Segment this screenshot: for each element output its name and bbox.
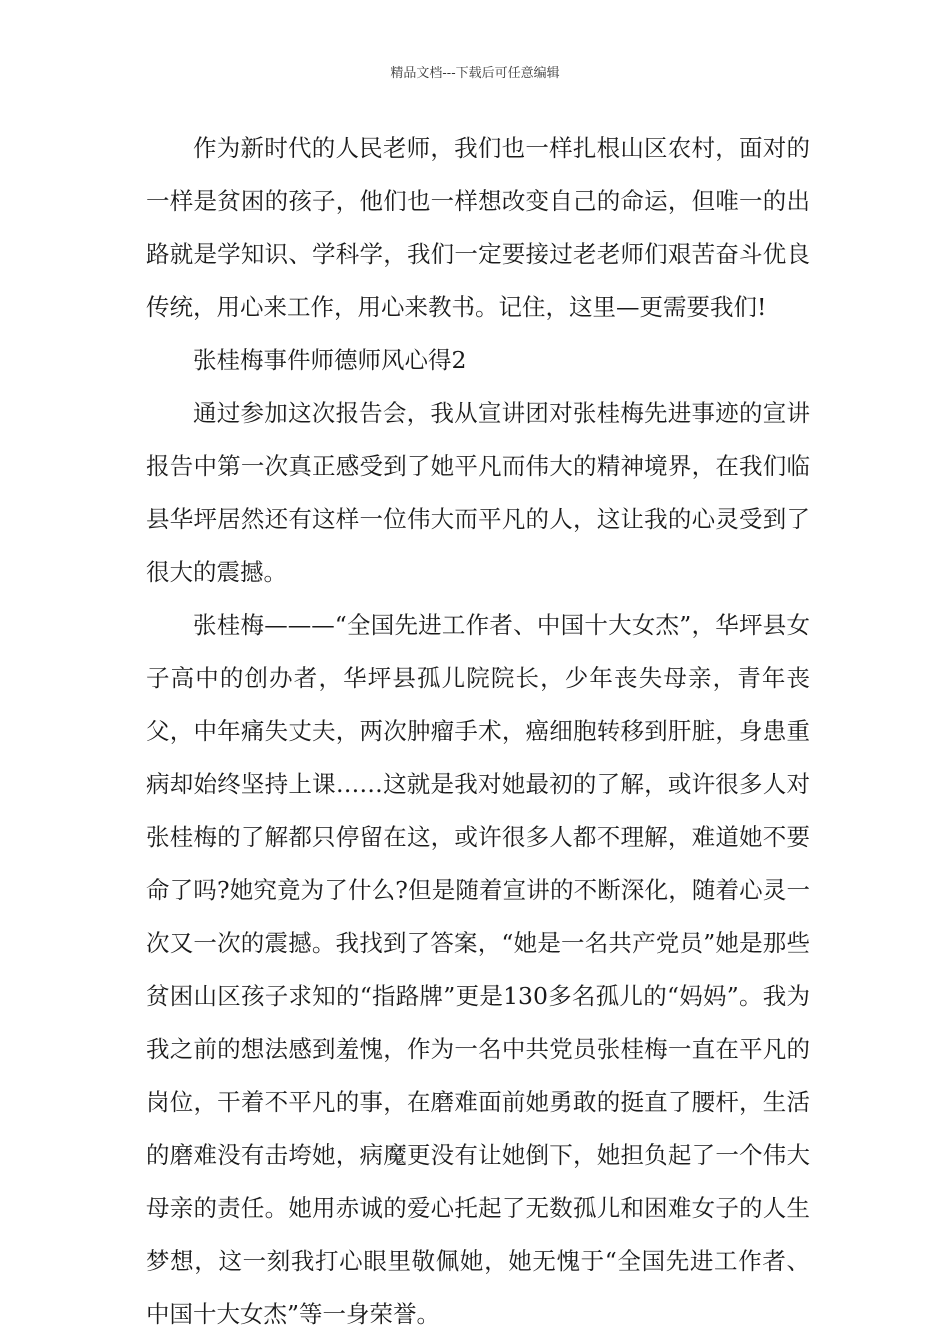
paragraph-1: 作为新时代的人民老师，我们也一样扎根山区农村，面对的一样是贫困的孩子，他们也一样想改变自己的命运，但唯一的出路就是学知识、学科学，我们一定要接过老老师们艰苦奋斗优良传统，用心来工作，用心来教书。记住，这里—更需要我们! <box>146 134 810 321</box>
paragraph-2: 通过参加这次报告会，我从宣讲团对张桂梅先进事迹的宣讲报告中第一次真正感受到了她平凡而伟大的精神境界，在我们临县华坪居然还有这样一位伟大而平凡的人，这让我的心灵受到了很大的震撼。 <box>146 399 810 586</box>
document-body <box>146 122 810 1341</box>
paragraph-3: 张桂梅———“全国先进工作者、中国十大女杰”，华坪县女子高中的创办者，华坪县孤儿院院长，少年丧失母亲，青年丧父，中年痛失丈夫，两次肿瘤手术，癌细胞转移到肝脏，身患重病却始终坚持上课……这就是我对她最初的了解，或许很多人对张桂梅的了解都只停留在这，或许很多人都不理解，难道她不要命了吗?她究竟为了什么?但是随着宣讲的不断深化，随着心灵一次又一次的震撼。我找到了答案，“她是一名共产党员”她是那些贫困山区孩子求知的“指路牌”更是130多名孤儿的“妈妈”。我为我之前的想法感到羞愧，作为一名中共党员张桂梅一直在平凡的岗位，干着不平凡的事，在磨难面前她勇敢的挺直了腰杆，生活的磨难没有击垮她，病魔更没有让她倒下，她担负起了一个伟大母亲的责任。她用赤诚的爱心托起了无数孤儿和困难女子的人生梦想，这一刻我打心眼里敬佩她，她无愧于“全国先进工作者、中国十大女杰”等一身荣誉。 <box>146 611 810 1328</box>
section-heading: 张桂梅事件师德师风心得2 <box>193 346 467 374</box>
page-header: 精品文档---下载后可任意编辑 <box>390 66 560 81</box>
